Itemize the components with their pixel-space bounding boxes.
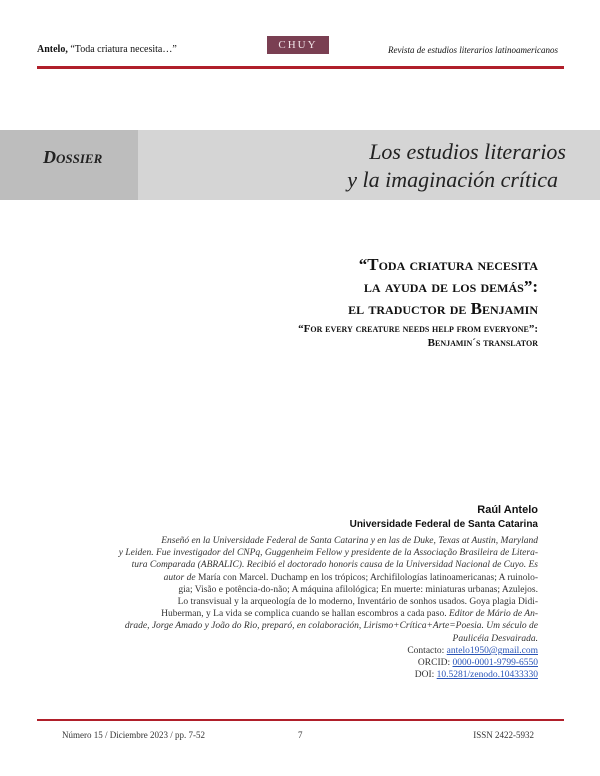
footer-rule (37, 719, 564, 721)
footer-issue: Número 15 / Diciembre 2023 / pp. 7-52 (62, 730, 205, 740)
journal-logo: CHUY (267, 36, 329, 54)
bio-line: Paulicéia Desvairada. (452, 633, 538, 644)
header-journal-name: Revista de estudios literarios latinoamericanos (388, 45, 558, 55)
orcid-link[interactable]: 0000-0001-9799-6550 (452, 658, 538, 668)
running-header-left (37, 44, 177, 55)
header-running-title: “Toda criatura necesita…” (70, 44, 177, 55)
bio-line (115, 608, 538, 620)
article-subtitle-line: Benjamin´s translator (427, 337, 538, 349)
section-label: Dossier (43, 147, 103, 167)
section-label-box (0, 130, 138, 200)
doi-link[interactable]: 10.5281/zenodo.10433330 (436, 670, 538, 680)
header-author: Antelo, (37, 44, 68, 55)
section-title-line: Los estudios literarios (369, 139, 566, 164)
contact-label: Contacto: (407, 646, 445, 656)
contact-row (407, 646, 538, 656)
header-rule (37, 66, 564, 69)
section-title (347, 138, 566, 194)
article-title-line: el traductor de Benjamin (348, 299, 538, 318)
bio-line: gia; Visão e potência-do-não; A máquina afilológica; En muerte: miniaturas urbanas; Azulejos. (178, 584, 538, 595)
author-name: Raúl Antelo (477, 504, 538, 516)
footer-issn: ISSN 2422-5932 (473, 730, 534, 740)
bio-line: tura Comparada (ABRALIC). Recibió el doctorado honoris causa de la Universidad Nacional de Cuyo. Es (131, 560, 538, 571)
author-bio (115, 535, 538, 645)
footer-page-number: 7 (298, 730, 303, 740)
bio-line: drade, Jorge Amado y João do Rio, preparó, en colaboración, Lirismo+Crítica+Arte=Poesia. Um século de (124, 621, 538, 632)
article-title (348, 254, 538, 320)
doi-label: DOI: (414, 670, 435, 680)
orcid-row (418, 658, 538, 668)
bio-line: y Leiden. Fue investigador del CNPq, Guggenheim Fellow y presidente de la Associação Brasileira de Litera- (118, 548, 538, 559)
bio-fragment: autor de (163, 572, 196, 583)
article-subtitle (298, 322, 538, 350)
author-affiliation: Universidade Federal de Santa Catarina (349, 519, 538, 530)
section-title-line: y la imaginación crítica (347, 167, 558, 192)
bio-fragment: María con Marcel. Duchamp en los trópicos; Archifilologías latinoamericanas; A ruinolo- (195, 572, 538, 583)
bio-fragment: Editor de Mário de An- (446, 609, 538, 620)
bio-line: Lo transvisual y la arqueología de lo moderno, Inventário de sonhos usados. Goya plagia Didi- (177, 597, 538, 608)
bio-fragment: Huberman, y La vida se complica cuando se hallan escombros a cada paso. (161, 609, 447, 620)
article-subtitle-line: “For every creature needs help from everyone”: (298, 323, 538, 335)
article-title-line: “Toda criatura necesita (358, 255, 538, 274)
section-band (0, 130, 600, 200)
doi-row (415, 670, 538, 680)
orcid-label: ORCID: (417, 658, 451, 668)
contact-email-link[interactable]: antelo1950@gmail.com (446, 646, 538, 656)
article-title-line: la ayuda de los demás”: (363, 277, 538, 296)
bio-line (115, 572, 538, 584)
bio-line: Enseñó en la Universidade Federal de Santa Catarina y en las de Duke, Texas at Austin, Maryland (161, 536, 538, 546)
